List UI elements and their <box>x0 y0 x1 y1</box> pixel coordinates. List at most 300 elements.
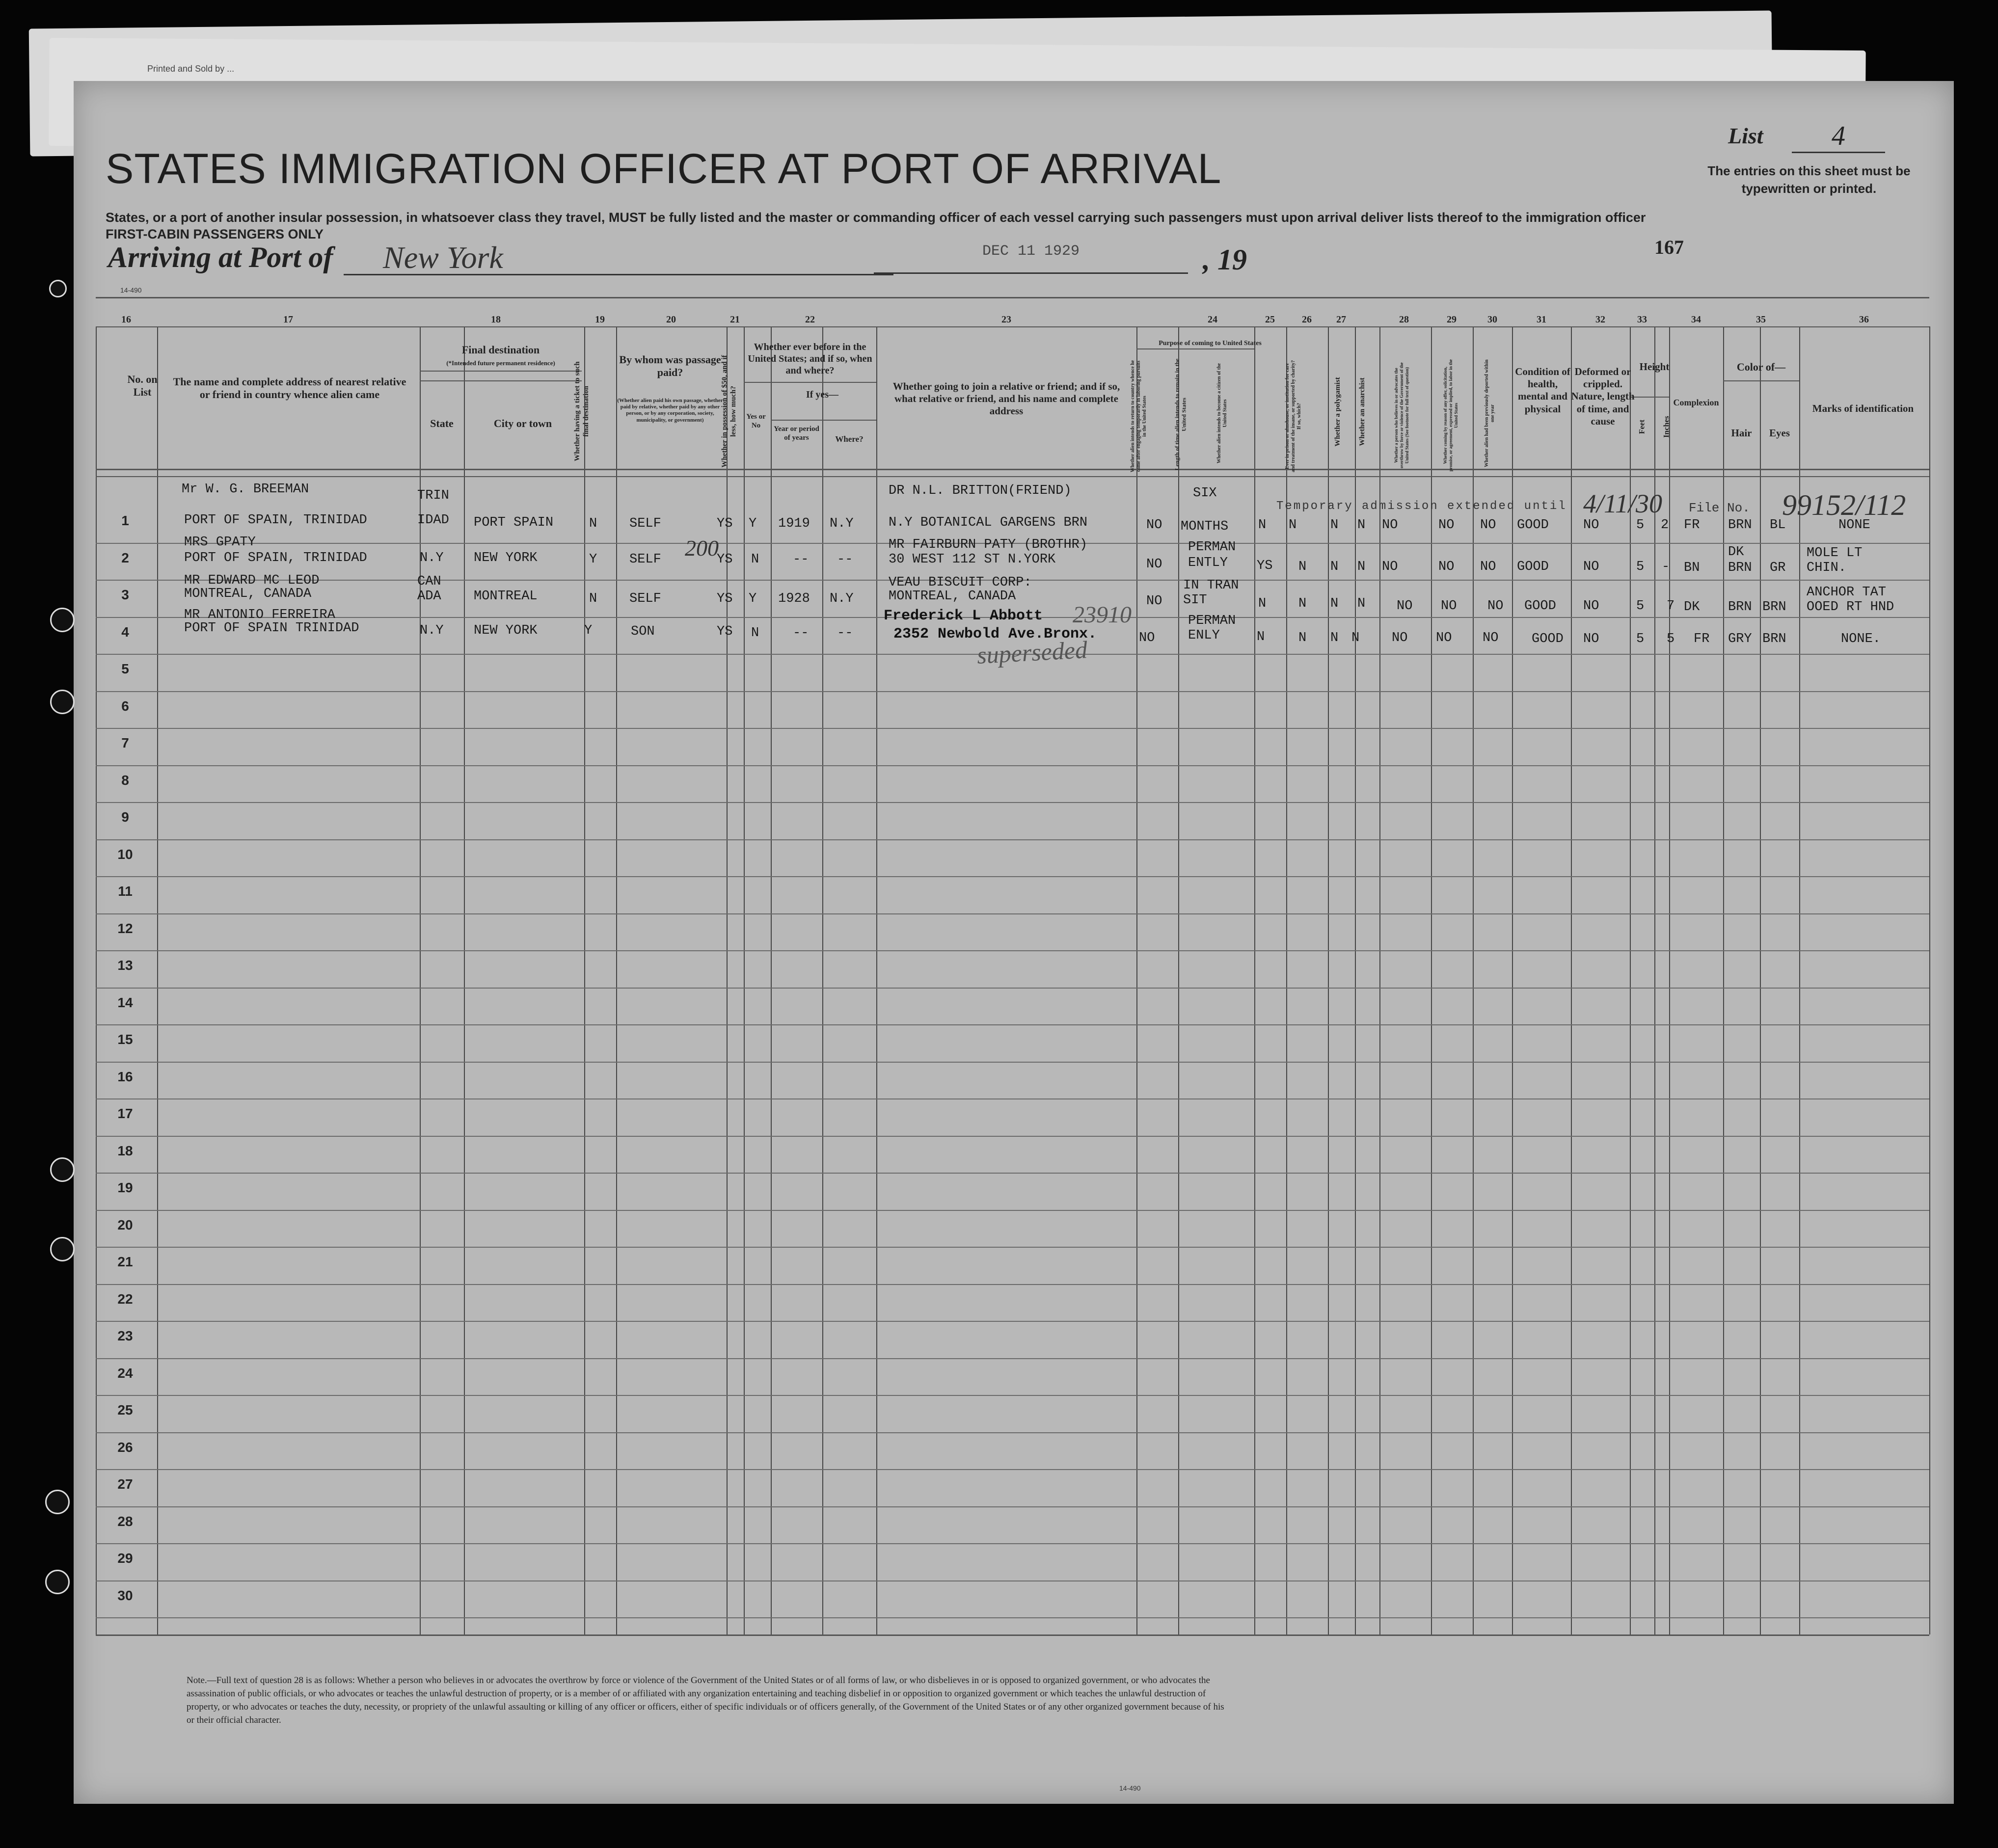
row2-year: -- <box>793 552 809 567</box>
instructions-line: States, or a port of another insular possession, in whatsoever class they travel, MUST be fully listed and the master or commanding officer of each vessel carrying such passengers must upon arrival deliver lists thereof to the immigration officer <box>106 210 1646 225</box>
row-number: 30 <box>117 1587 133 1603</box>
row2-marks-1: MOLE LT <box>1807 546 1863 561</box>
grid-row-line <box>96 1395 1929 1396</box>
grid-column-line <box>1669 326 1670 1634</box>
row4-deformed: NO <box>1583 632 1599 646</box>
row3-hair: BRN <box>1728 600 1752 615</box>
grid-row-line <box>96 1506 1929 1507</box>
binder-hole-3 <box>50 1157 75 1182</box>
row-number: 20 <box>117 1217 133 1232</box>
column-number: 34 <box>1691 314 1701 325</box>
row-number: 16 <box>117 1069 133 1084</box>
row3-ticket: N <box>589 591 597 606</box>
column-number: 28 <box>1399 314 1409 325</box>
row-number: 28 <box>117 1513 133 1529</box>
row2-feet: 5 <box>1636 560 1645 574</box>
grid-row-line <box>96 1247 1929 1248</box>
row2-complexion: BN <box>1684 561 1700 575</box>
row2-deformed: NO <box>1583 560 1599 574</box>
row3-relative-address: MONTREAL, CANADA <box>184 587 312 601</box>
row1-state-1: TRIN <box>417 488 449 503</box>
row-number: 18 <box>117 1143 133 1158</box>
row-number: 15 <box>117 1032 133 1047</box>
row3-city: MONTREAL <box>474 589 538 604</box>
header-ticket: Whether having a ticket to such final destination <box>573 361 590 461</box>
row4-paid-by: SON <box>631 624 655 639</box>
row4-handwritten-number: 23910 <box>1073 602 1132 628</box>
header-color-of: Color of— <box>1736 361 1786 373</box>
row1-before: Y <box>749 516 757 531</box>
row3-relative-name: MR EDWARD MC LEOD <box>184 573 320 588</box>
row2-polygamist: N <box>1330 560 1339 574</box>
grid-column-line <box>1630 326 1631 1634</box>
column-number: 16 <box>121 314 131 325</box>
header-year: Year or period of years <box>774 425 819 442</box>
row1-labor: NO <box>1438 518 1455 533</box>
row4-return: NO <box>1139 631 1155 645</box>
row-number: 26 <box>117 1439 133 1455</box>
grid-row-line <box>96 1432 1929 1433</box>
grid-row-line <box>96 1358 1929 1359</box>
grid-column-line <box>771 326 772 1634</box>
row1-year: 1919 <box>778 516 810 531</box>
row4-complexion: FR <box>1694 632 1710 646</box>
row2-length-2: ENTLY <box>1188 556 1228 570</box>
sheet-code: 14-490 <box>120 286 142 294</box>
typewritten-note: The entries on this sheet must be typewritten or printed. <box>1707 163 1911 196</box>
grid-header-line <box>96 297 1929 298</box>
row1-money: YS <box>717 516 733 531</box>
column-number: 33 <box>1637 314 1647 325</box>
row4-hair: GRY <box>1728 632 1752 646</box>
row2-city: NEW YORK <box>474 551 538 565</box>
row-number: 22 <box>117 1291 133 1307</box>
list-number: 4 <box>1792 120 1885 153</box>
row4-city: NEW YORK <box>474 623 538 638</box>
grid-column-line <box>1355 326 1356 1634</box>
row4-inches: 5 <box>1667 632 1675 646</box>
row-number: 19 <box>117 1180 133 1195</box>
row-number: 4 <box>121 624 129 640</box>
grid-row-line <box>96 950 1929 951</box>
row2-money: YS <box>717 552 733 567</box>
row1-length-1: SIX <box>1193 486 1217 501</box>
row3-deported: NO <box>1487 599 1504 614</box>
row2-state: N.Y <box>420 551 444 565</box>
row3-marks-1: ANCHOR TAT <box>1807 585 1887 600</box>
row-number: 14 <box>117 994 133 1010</box>
header-where: Where? <box>835 434 864 444</box>
column-number: 27 <box>1336 314 1346 325</box>
row3-join-1: VEAU BISCUIT CORP: <box>889 575 1032 590</box>
grid-subheader-line <box>771 420 876 421</box>
row-number: 11 <box>118 884 133 899</box>
grid-column-line <box>1571 326 1572 1634</box>
header-deformed: Deformed or crippled. Nature, length of time, and cause <box>1571 366 1635 427</box>
grid-column-line <box>1760 326 1761 1634</box>
row3-paid-by: SELF <box>629 591 661 606</box>
header-final-destination-sub: (*Intended future permanent residence) <box>446 359 555 367</box>
row3-overthrow: NO <box>1397 599 1413 614</box>
row1-prison: N <box>1289 518 1297 533</box>
row2-join-2: 30 WEST 112 ST N.YORK <box>889 552 1056 567</box>
row1-deformed: NO <box>1583 518 1599 533</box>
grid-row-line <box>96 802 1929 803</box>
header-complexion: Complexion <box>1673 398 1719 407</box>
grid-column-line <box>744 326 745 1634</box>
grid-row-line <box>96 1284 1929 1285</box>
grid-column-line <box>1929 326 1930 1634</box>
row4-join-stamp-2: 2352 Newbold Ave.Bronx. <box>893 626 1097 643</box>
grid-column-line <box>584 326 585 1634</box>
column-number: 21 <box>730 314 740 325</box>
row1-overthrow: NO <box>1382 518 1398 533</box>
column-number: 19 <box>595 314 605 325</box>
row-number: 25 <box>117 1402 133 1418</box>
arrival-port: New York <box>344 240 893 275</box>
grid-row-line <box>96 1024 1929 1025</box>
row4-relative-address: PORT OF SPAIN TRINIDAD <box>184 621 359 636</box>
row3-eyes: BRN <box>1762 600 1786 615</box>
row1-health: GOOD <box>1517 518 1549 533</box>
header-final-destination: Final destination <box>461 344 540 356</box>
row-number: 3 <box>121 587 129 602</box>
temporary-admission-date: 4/11/30 <box>1583 489 1662 518</box>
row1-paid-by: SELF <box>629 516 661 531</box>
row1-polygamist: N <box>1330 518 1339 533</box>
row3-return: NO <box>1146 594 1162 609</box>
row4-anarchist: N <box>1351 631 1360 645</box>
row3-health: GOOD <box>1524 599 1556 614</box>
row3-deformed: NO <box>1583 599 1599 614</box>
grid-column-line <box>1178 326 1179 1634</box>
row4-before: N <box>751 626 759 641</box>
header-yes-no: Yes or No <box>746 413 766 429</box>
header-overthrow: Whether a person who believes in or advocates the overthrow by force or violence of the Government of the United States (See footnote for full text of question) <box>1393 362 1409 469</box>
row3-length-2: SIT <box>1183 593 1207 608</box>
header-hair: Hair <box>1731 427 1752 439</box>
header-polygamist: Whether a polygamist <box>1334 377 1342 447</box>
header-money: Whether in possession of $50, and if less, how much? <box>721 355 737 468</box>
header-passage-paid-sub: (Whether alien paid his own passage, whether paid by relative, whether paid by any other person, or by any corporation, society, municipality, or government) <box>617 398 723 423</box>
grid-header-line <box>96 326 1929 327</box>
grid-column-line <box>1473 326 1474 1634</box>
grid-column-line <box>1328 326 1329 1634</box>
row-number: 29 <box>117 1551 133 1566</box>
row2-money-handwritten: 200 <box>685 536 719 561</box>
row4-overthrow: NO <box>1392 631 1408 645</box>
row2-citizen: YS <box>1257 559 1273 573</box>
grid-subheader-line <box>420 380 582 381</box>
row3-citizen: N <box>1258 596 1267 611</box>
header-inches: Inches <box>1662 416 1671 438</box>
row1-citizen: N <box>1258 518 1267 533</box>
file-number-label: File No. <box>1689 501 1750 515</box>
row1-eyes: BL <box>1770 518 1786 533</box>
row4-ticket: Y <box>584 623 593 638</box>
column-number: 32 <box>1595 314 1605 325</box>
header-marks: Marks of identification <box>1812 402 1914 414</box>
grid-column-line <box>157 326 158 1634</box>
grid-row-line <box>96 988 1929 989</box>
grid-column-line <box>1136 326 1137 1634</box>
row1-anarchist: N <box>1357 518 1366 533</box>
temporary-admission-note: Temporary admission extended until <box>1276 500 1567 513</box>
row2-relative-name: MRS GPATY <box>184 535 256 550</box>
row-number: 2 <box>121 550 129 565</box>
header-health: Condition of health, mental and physical <box>1515 366 1570 415</box>
row2-where: -- <box>837 552 853 567</box>
row1-length-2: MONTHS <box>1181 519 1229 534</box>
row2-deported: NO <box>1480 560 1496 574</box>
row1-relative-name: Mr W. G. BREEMAN <box>182 482 309 497</box>
row4-where: -- <box>837 626 853 641</box>
grid-subheader-line <box>744 382 876 383</box>
row3-year: 1928 <box>778 591 810 606</box>
grid-column-line <box>1654 326 1655 1634</box>
binder-hole-2 <box>50 690 75 714</box>
header-height: Height <box>1639 361 1670 373</box>
column-number: 35 <box>1756 314 1766 325</box>
grid-row-line <box>96 1062 1929 1063</box>
header-join-relative: Whether going to join a relative or friend; and if so, what relative or friend, and his name and complete address <box>892 380 1120 417</box>
row1-hair: BRN <box>1728 518 1752 533</box>
row1-marks: NONE <box>1838 518 1870 533</box>
header-state: State <box>430 417 454 429</box>
grid-subheader-line <box>1723 380 1799 381</box>
header-anarchist: Whether an anarchist <box>1358 377 1366 446</box>
row2-return: NO <box>1146 557 1162 572</box>
column-number: 22 <box>805 314 815 325</box>
arriving-label: Arriving at Port of <box>108 241 333 273</box>
column-number: 25 <box>1265 314 1275 325</box>
row4-citizen: N <box>1257 630 1265 644</box>
column-number: 18 <box>491 314 501 325</box>
row4-handwritten-note: superseded <box>976 636 1088 669</box>
row3-inches: 7 <box>1667 599 1675 614</box>
column-number: 17 <box>283 314 293 325</box>
header-feet: Feet <box>1638 419 1647 434</box>
grid-column-line <box>1512 326 1513 1634</box>
column-number: 31 <box>1537 314 1546 325</box>
header-deported: Whether alien had been previously deported within one year <box>1484 359 1495 467</box>
row2-hair-1: DK <box>1728 545 1744 560</box>
grid-column-line <box>616 326 617 1634</box>
row4-marks: NONE. <box>1841 632 1881 646</box>
header-labor-offer: Whether coming by reason of any offer, solicitation, promise, or agreement, expressed or implied, to labor in the United States <box>1442 359 1458 472</box>
header-been-before: Whether ever before in the United States; and if so, when and where? <box>748 342 872 376</box>
row2-overthrow: NO <box>1382 560 1398 574</box>
row4-feet: 5 <box>1636 632 1645 646</box>
grid-row-line <box>96 839 1929 840</box>
row2-join-1: MR FAIRBURN PATY (BROTHR) <box>889 537 1088 552</box>
row4-relative-name: MR ANTONIO FERREIRA <box>184 608 335 622</box>
binder-hole-top <box>49 280 67 297</box>
row3-prison: N <box>1298 596 1307 611</box>
row2-before: N <box>751 552 759 567</box>
binder-hole-6 <box>45 1570 70 1594</box>
column-number: 29 <box>1447 314 1457 325</box>
row3-where: N.Y <box>830 591 854 606</box>
row3-state-1: CAN <box>417 574 441 589</box>
row3-labor: NO <box>1441 599 1457 614</box>
row4-join-stamp-1: Frederick L Abbott <box>884 608 1043 624</box>
row3-anarchist: N <box>1357 596 1366 611</box>
grid-column-line <box>1379 326 1380 1634</box>
row1-relative-address: PORT OF SPAIN, TRINIDAD <box>184 513 367 528</box>
row2-health: GOOD <box>1517 560 1549 574</box>
row-number: 8 <box>121 772 129 788</box>
row3-state-2: ADA <box>417 589 441 604</box>
page-title: STATES IMMIGRATION OFFICER AT PORT OF ARRIVAL <box>106 145 1222 192</box>
row4-length-1: PERMAN <box>1188 614 1236 628</box>
year-label: , 19 <box>1203 243 1247 276</box>
date-stamp: DEC 11 1929 <box>874 243 1188 274</box>
row2-relative-address: PORT OF SPAIN, TRINIDAD <box>184 551 367 565</box>
row2-paid-by: SELF <box>629 552 661 567</box>
row4-prison: N <box>1298 631 1307 645</box>
column-number: 23 <box>1001 314 1011 325</box>
row-number: 1 <box>121 513 129 528</box>
row4-deported: NO <box>1483 631 1499 645</box>
class-line: FIRST-CABIN PASSENGERS ONLY <box>106 227 324 241</box>
grid-subheader-line <box>1136 348 1254 349</box>
binder-hole-1 <box>50 608 75 632</box>
grid-row-line <box>96 1136 1929 1137</box>
row3-money: YS <box>717 591 733 606</box>
grid-row-line <box>96 1469 1929 1470</box>
row4-length-2: ENLY <box>1188 628 1220 643</box>
header-eyes: Eyes <box>1769 427 1790 439</box>
grid-row-line <box>96 1098 1929 1099</box>
column-number: 30 <box>1487 314 1497 325</box>
binder-hole-4 <box>50 1237 75 1261</box>
header-city: City or town <box>493 417 552 429</box>
row3-join-2: MONTREAL, CANADA <box>889 589 1016 604</box>
row-number: 9 <box>121 809 129 825</box>
grid-column-line <box>1431 326 1432 1634</box>
row1-ticket: N <box>589 516 597 531</box>
grid-row-line <box>96 728 1929 729</box>
header-if-yes: If yes— <box>806 389 839 400</box>
header-prison: Ever in prison or almshouse, or institution for care and treatment of the insane, or supported by charity? If so, which? <box>1285 360 1302 473</box>
header-purpose: Purpose of coming to United States <box>1159 340 1262 347</box>
grid-row-line <box>96 1173 1929 1174</box>
page-number: 167 <box>1654 236 1684 258</box>
grid-subheader-line <box>420 371 582 372</box>
row-number: 24 <box>117 1365 133 1381</box>
grid-header-line <box>96 469 1929 470</box>
row4-polygamist: N <box>1330 631 1339 645</box>
row3-polygamist: N <box>1330 596 1339 611</box>
grid-column-line <box>822 326 823 1634</box>
header-no-on-list: No. on List <box>127 373 158 399</box>
file-number: 99152/112 <box>1782 489 1906 521</box>
row2-eyes: GR <box>1770 561 1786 575</box>
row1-inches: 2 <box>1661 518 1669 533</box>
row2-inches: - <box>1662 560 1670 574</box>
header-return-intent: Whether alien intends to return to country whence he came after engaging temporarily in laboring pursuits in the United States <box>1130 360 1147 473</box>
row3-feet: 5 <box>1636 599 1645 614</box>
grid-row-line <box>96 691 1929 692</box>
grid-column-line <box>464 326 465 1634</box>
grid-row-line <box>96 765 1929 766</box>
column-number: 26 <box>1302 314 1312 325</box>
list-label: List <box>1728 123 1763 148</box>
row1-state-2: IDAD <box>417 513 449 528</box>
header-length-stay: Length of time alien intends to remain in the United States <box>1173 358 1188 471</box>
grid-column-line <box>1286 326 1287 1634</box>
grid-row-line <box>96 913 1929 914</box>
grid-column-line <box>1723 326 1724 1634</box>
manifest-sheet <box>74 81 1954 1804</box>
row2-anarchist: N <box>1357 560 1366 574</box>
printer-strip: Printed and Sold by ... <box>147 64 235 74</box>
row1-feet: 5 <box>1636 518 1645 533</box>
footer-code: 14-490 <box>1119 1784 1141 1792</box>
grid-row-line <box>96 1617 1929 1618</box>
grid-row-line <box>96 1543 1929 1544</box>
row-number: 23 <box>117 1328 133 1343</box>
grid-subheader-line <box>1630 397 1669 398</box>
header-relative: The name and complete address of nearest relative or friend in country whence alien came <box>173 375 406 401</box>
column-number: 20 <box>666 314 676 325</box>
header-passage-paid: By whom was passage paid? <box>619 353 721 379</box>
row4-eyes: BRN <box>1762 632 1786 646</box>
row1-deported: NO <box>1480 518 1496 533</box>
row1-return: NO <box>1146 518 1162 533</box>
row1-city: PORT SPAIN <box>474 515 554 530</box>
row4-labor: NO <box>1436 631 1452 645</box>
row-number: 21 <box>117 1254 133 1269</box>
row3-before: Y <box>749 591 757 606</box>
row4-year: -- <box>793 626 809 641</box>
row3-complexion: DK <box>1684 600 1700 615</box>
grid-row-line <box>96 476 1929 477</box>
row-number: 5 <box>121 661 129 676</box>
row2-length-1: PERMAN <box>1188 540 1236 555</box>
grid-row-line <box>96 1210 1929 1211</box>
binder-hole-5 <box>45 1490 70 1514</box>
row1-join-2: N.Y BOTANICAL GARGENS BRN <box>889 515 1088 530</box>
row2-ticket: Y <box>589 552 597 567</box>
row1-join-1: DR N.L. BRITTON(FRIEND) <box>889 483 1072 498</box>
row-number: 27 <box>117 1476 133 1492</box>
row-number: 17 <box>117 1106 133 1121</box>
row2-hair-2: BRN <box>1728 561 1752 575</box>
grid-column-line <box>876 326 877 1634</box>
row4-health: GOOD <box>1532 632 1564 646</box>
grid-row-line <box>96 1580 1929 1581</box>
grid-column-line <box>1254 326 1255 1634</box>
row-number: 6 <box>121 698 129 714</box>
header-citizen-intent: Whether alien intends to become a citizen of the United States <box>1216 363 1228 464</box>
grid-bottom-line <box>96 1634 1929 1636</box>
row3-length-1: IN TRAN <box>1183 578 1239 593</box>
row-number: 13 <box>117 958 133 973</box>
row2-labor: NO <box>1438 560 1455 574</box>
row2-marks-2: CHIN. <box>1807 561 1847 575</box>
grid-row-line <box>96 1321 1929 1322</box>
column-number: 24 <box>1208 314 1217 325</box>
row1-complexion: FR <box>1684 518 1700 533</box>
row4-state: N.Y <box>420 623 444 638</box>
row2-prison: N <box>1298 560 1307 574</box>
row-number: 7 <box>121 735 129 750</box>
footnote: Note.—Full text of question 28 is as follows: Whether a person who believes in or advocates the overthrow by force or violence of the Government of the United States or of all forms of law, or who disbelieves in or is opposed to organized government, or who advocates the assassination of public officials, or who advocates or teaches the unlawful destruction of property, or is a member of or affiliated with any organization entertaining and teaching disbelief in or opposition to organized government or which teaches the unlawful destruction of property, or who advocates or teaches the duty, necessity, or propriety of the unlawful assaulting or killing of any officer or officers, either of specific individuals or of officers generally, of the Government of the United States or of any other organized government because of his or their official character. <box>187 1675 1224 1725</box>
column-number: 36 <box>1859 314 1869 325</box>
row4-money: YS <box>717 624 733 639</box>
